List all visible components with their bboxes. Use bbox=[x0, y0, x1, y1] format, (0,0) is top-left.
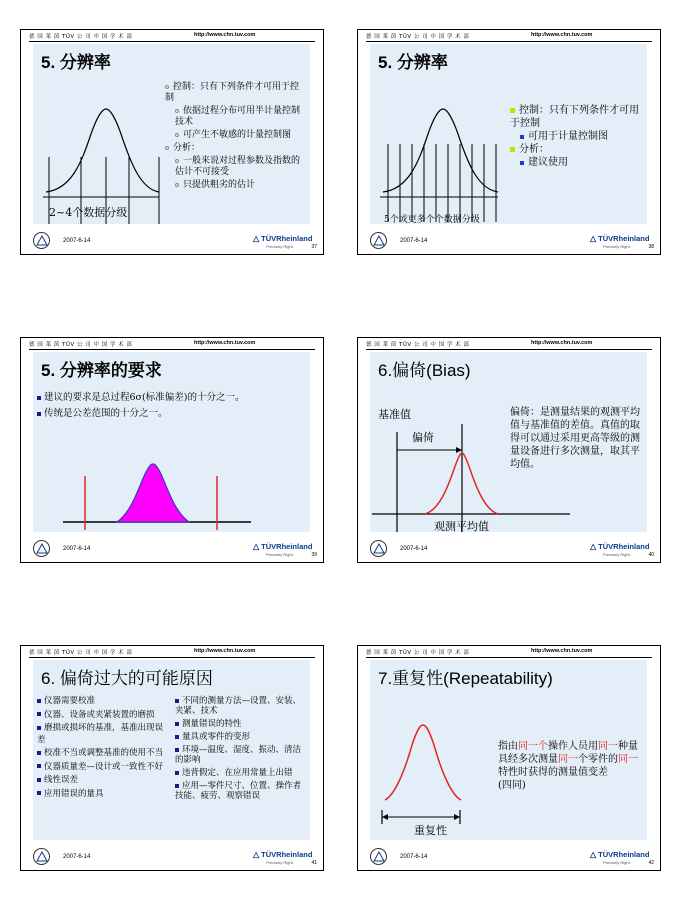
footer-date: 2007-6-14 bbox=[400, 854, 428, 860]
slide-title: 7.重复性(Repeatability) bbox=[378, 669, 553, 688]
repeatability-diagram bbox=[370, 715, 500, 835]
bullet-icon bbox=[175, 183, 179, 187]
slide-content bbox=[33, 660, 310, 840]
bullet-item: 量具或零件的变形 bbox=[175, 732, 307, 742]
slide-41 bbox=[20, 645, 324, 871]
footer-tagline: Precisely Right. bbox=[603, 860, 631, 865]
slide-content bbox=[33, 352, 310, 532]
footer-date: 2007-6-14 bbox=[400, 546, 428, 552]
bullet-item: 不同的测量方法—设置、安装、夹紧、技术 bbox=[175, 696, 302, 716]
header-org: 德 国 莱 茵 TÜV 公 司 中 国 学 术 部 bbox=[29, 34, 133, 40]
bullet-item: 违背假定、在应用常量上出错 bbox=[175, 768, 307, 778]
slide-42 bbox=[357, 645, 661, 871]
slide-title: 5. 分辨率 bbox=[41, 53, 111, 72]
slide-37 bbox=[20, 29, 324, 255]
repeatability-note: (四同) bbox=[498, 780, 526, 791]
slide-footer bbox=[370, 229, 654, 253]
tuv-logo: △ TÜVRheinland bbox=[253, 234, 313, 243]
bullet-icon bbox=[175, 133, 179, 137]
tuv-logo: △ TÜVRheinland bbox=[590, 850, 650, 859]
bullet-icon bbox=[37, 699, 41, 703]
header-url: http://www.chn.tuv.com bbox=[194, 340, 256, 346]
reference-label: 基准值 bbox=[378, 408, 411, 421]
bullet-icon bbox=[510, 147, 515, 152]
bullet-icon bbox=[175, 784, 179, 788]
footer-tagline: Precisely Right. bbox=[266, 552, 294, 557]
bullet-item: 校准不当或调整基准的使用不当 bbox=[37, 748, 167, 760]
tuv-triangle-icon: △ bbox=[253, 850, 260, 859]
header-url: http://www.chn.tuv.com bbox=[531, 648, 593, 654]
bullet-item: 分析： bbox=[510, 143, 640, 156]
bullet-icon bbox=[37, 778, 41, 782]
page-number: 41 bbox=[311, 860, 317, 866]
bullet-item: 仪器需要校准 bbox=[37, 696, 167, 708]
tuv-seal-icon bbox=[33, 232, 50, 249]
bullet-list bbox=[165, 82, 305, 191]
bullet-icon bbox=[520, 161, 524, 165]
header-org: 德 国 莱 茵 TÜV 公 司 中 国 学 术 部 bbox=[29, 342, 133, 348]
bullet-item: 传统是公差范围的十分之一。 bbox=[37, 406, 309, 422]
bullet-list-right bbox=[175, 696, 307, 801]
distribution-diagram bbox=[33, 442, 310, 532]
bullet-item: 测量错误的特性 bbox=[175, 719, 307, 729]
tuv-seal-icon bbox=[33, 540, 50, 557]
slide-content bbox=[370, 660, 647, 840]
bullet-icon bbox=[37, 712, 41, 716]
slide-footer bbox=[33, 229, 317, 253]
slide-title: 5. 分辨率的要求 bbox=[41, 361, 162, 380]
bullet-item: 建议使用 bbox=[520, 156, 640, 169]
bullet-item: 仪器、设备或夹紧装置的磨损 bbox=[37, 710, 167, 722]
header-org: 德 国 莱 茵 TÜV 公 司 中 国 学 术 部 bbox=[366, 342, 470, 348]
tuv-triangle-icon: △ bbox=[590, 234, 597, 243]
bullet-list-left bbox=[37, 696, 167, 800]
bullet-item: 可产生不敏感的计量控制图 bbox=[175, 130, 305, 141]
tuv-triangle-icon: △ bbox=[590, 850, 597, 859]
caption: 2~4个数据分级 bbox=[49, 206, 128, 219]
page-number: 40 bbox=[648, 552, 654, 558]
bullet-icon bbox=[165, 146, 169, 150]
footer-tagline: Precisely Right. bbox=[266, 244, 294, 249]
header-org: 德 国 莱 茵 TÜV 公 司 中 国 学 术 部 bbox=[366, 34, 470, 40]
slide-footer bbox=[33, 845, 317, 869]
footer-tagline: Precisely Right. bbox=[266, 860, 294, 865]
bullet-icon bbox=[37, 751, 41, 755]
bullet-icon bbox=[520, 135, 524, 139]
bullet-icon bbox=[175, 748, 179, 752]
header-url: http://www.chn.tuv.com bbox=[531, 340, 593, 346]
slide-footer bbox=[370, 537, 654, 561]
header-url: http://www.chn.tuv.com bbox=[194, 648, 256, 654]
caption: 5个或更多个个数据分级 bbox=[384, 215, 480, 225]
bias-label: 偏倚 bbox=[412, 431, 434, 444]
slide-content bbox=[370, 352, 647, 532]
bullet-icon bbox=[175, 771, 179, 775]
bullet-list bbox=[510, 104, 640, 169]
bullet-item: 可用于计量控制图 bbox=[520, 130, 640, 143]
slide-title: 6. 偏倚过大的可能原因 bbox=[41, 669, 213, 688]
slide-content bbox=[33, 44, 310, 224]
footer-date: 2007-6-14 bbox=[63, 546, 91, 552]
bullet-item: 应用错误的量具 bbox=[37, 789, 167, 801]
slide-38 bbox=[357, 29, 661, 255]
tuv-logo: △ TÜVRheinland bbox=[590, 234, 650, 243]
bullet-icon bbox=[510, 108, 515, 113]
header-url: http://www.chn.tuv.com bbox=[531, 32, 593, 38]
bullet-icon bbox=[37, 412, 41, 416]
bullet-item: 依据过程分布可用半计量控制技术 bbox=[175, 106, 301, 127]
bullet-icon bbox=[37, 764, 41, 768]
slide-footer bbox=[370, 845, 654, 869]
tuv-triangle-icon: △ bbox=[590, 542, 597, 551]
bullet-item: 只提供粗劣的估计 bbox=[175, 180, 305, 191]
footer-date: 2007-6-14 bbox=[400, 238, 428, 244]
bullet-icon bbox=[175, 109, 179, 113]
bullet-icon bbox=[37, 791, 41, 795]
header-org: 德 国 莱 茵 TÜV 公 司 中 国 学 术 部 bbox=[29, 650, 133, 656]
bullet-item: 仪器质量差—设计或一致性不好 bbox=[37, 762, 167, 774]
bullet-icon bbox=[37, 396, 41, 400]
bias-description: 偏倚：是测量结果的观测平均值与基准值的差值。真值的取得可以通过采用更高等级的测量设备进行多次测量，取其平均值。 bbox=[510, 407, 640, 470]
header-org: 德 国 莱 茵 TÜV 公 司 中 国 学 术 部 bbox=[366, 650, 470, 656]
slide-39 bbox=[20, 337, 324, 563]
bullet-icon bbox=[175, 722, 179, 726]
bullet-item: 控制：只有下列条件才可用于控制 bbox=[510, 105, 639, 129]
bullet-item: 分析： bbox=[165, 143, 305, 154]
bullet-icon bbox=[175, 735, 179, 739]
bullet-item: 应用—零件尺寸、位置、操作者技能、疲劳、观察错误 bbox=[175, 781, 302, 801]
tuv-seal-icon bbox=[33, 848, 50, 865]
tuv-triangle-icon: △ bbox=[253, 542, 260, 551]
tuv-logo: △ TÜVRheinland bbox=[590, 542, 650, 551]
bullet-item: 一般来说对过程参数及指数的估计不可接受 bbox=[175, 156, 301, 177]
footer-tagline: Precisely Right. bbox=[603, 244, 631, 249]
repeatability-description: 指由同一个操作人员用同一种量具经多次测量同一个零件的同一特性时获得的测量值变差 (四同) bbox=[498, 740, 646, 792]
bullet-item: 磨损或损坏的基准，基准出现误差 bbox=[37, 723, 164, 745]
tuv-logo: △ TÜVRheinland bbox=[253, 542, 313, 551]
footer-date: 2007-6-14 bbox=[63, 854, 91, 860]
bullet-icon bbox=[175, 159, 179, 163]
normal-curve-fine bbox=[378, 94, 503, 224]
bullet-icon bbox=[37, 726, 41, 730]
slide-content bbox=[370, 44, 647, 224]
slide-footer bbox=[33, 537, 317, 561]
tuv-triangle-icon: △ bbox=[253, 234, 260, 243]
repeatability-label: 重复性 bbox=[414, 824, 447, 837]
footer-tagline: Precisely Right. bbox=[603, 552, 631, 557]
bullet-item: 线性误差 bbox=[37, 775, 167, 787]
bullet-item: 环境—温度、湿度、振动、清洁的影响 bbox=[175, 745, 302, 765]
tuv-seal-icon bbox=[370, 540, 387, 557]
tuv-seal-icon bbox=[370, 232, 387, 249]
page-number: 42 bbox=[648, 860, 654, 866]
bullet-list bbox=[37, 390, 309, 422]
bullet-icon bbox=[165, 85, 169, 89]
footer-date: 2007-6-14 bbox=[63, 238, 91, 244]
bullet-item: 建议的要求是总过程6σ(标准偏差)的十分之一。 bbox=[37, 390, 309, 406]
page-number: 38 bbox=[648, 244, 654, 250]
slide-40 bbox=[357, 337, 661, 563]
slide-title: 5. 分辨率 bbox=[378, 53, 448, 72]
mean-label: 观测平均值 bbox=[434, 520, 489, 533]
page-number: 37 bbox=[311, 244, 317, 250]
header-url: http://www.chn.tuv.com bbox=[194, 32, 256, 38]
bullet-icon bbox=[175, 699, 179, 703]
bullet-item: 控制：只有下列条件才可用于控制 bbox=[165, 82, 300, 103]
page-number: 39 bbox=[311, 552, 317, 558]
tuv-logo: △ TÜVRheinland bbox=[253, 850, 313, 859]
tuv-seal-icon bbox=[370, 848, 387, 865]
slide-title: 6.偏倚(Bias) bbox=[378, 361, 471, 380]
